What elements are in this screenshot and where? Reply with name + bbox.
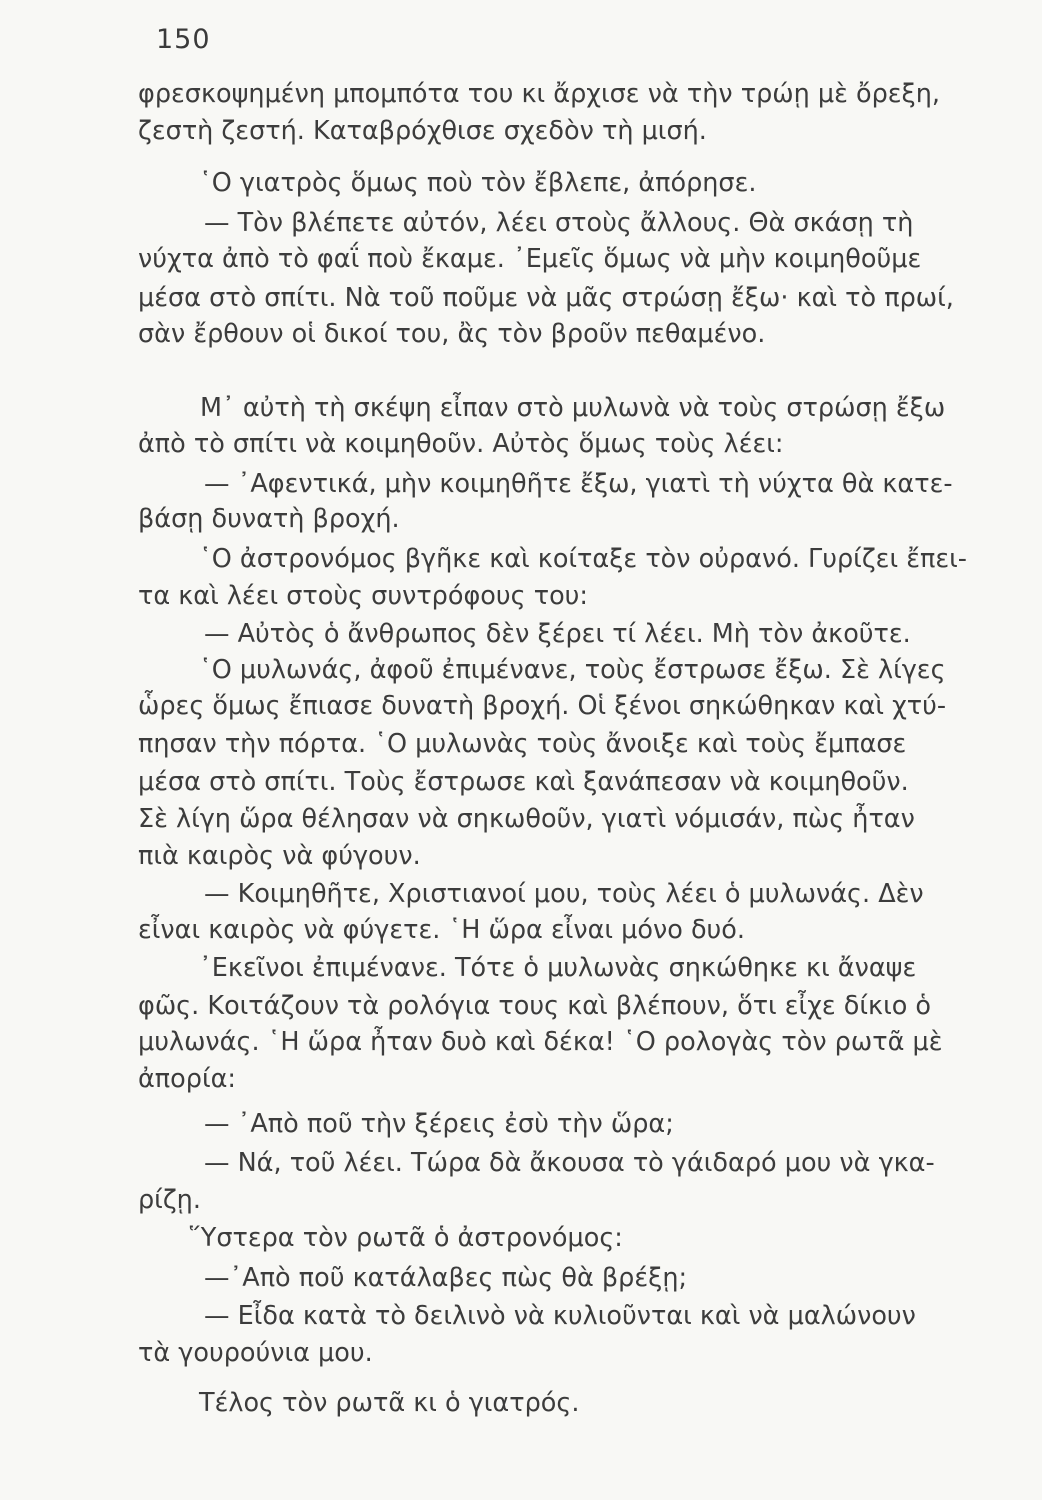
text-line: Σὲ λίγη ὥρα θέλησαν νὰ σηκωθοῦν, γιατὶ νόμισάν, πὼς ἦταν — [138, 804, 915, 834]
text-line: ᾿Εκεῖνοι ἐπιμένανε. Τότε ὁ μυλωνὰς σηκώθηκε κι ἄναψε — [199, 953, 917, 983]
text-line: — Τὸν βλέπετε αὐτόν, λέει στοὺς ἄλλους. Θὰ σκάσῃ τὴ — [204, 208, 914, 238]
text-line: ἀπὸ τὸ σπίτι νὰ κοιμηθοῦν. Αὐτὸς ὅμως τοὺς λέει: — [138, 429, 784, 459]
text-line: φρεσκοψημένη μπομπότα του κι ἄρχισε νὰ τὴν τρώῃ μὲ ὄρεξη, — [138, 79, 941, 109]
text-line: μυλωνάς. ῾Η ὥρα ἦταν δυὸ καὶ δέκα! ῾Ο ρολογὰς τὸν ρωτᾶ μὲ — [138, 1027, 943, 1057]
text-line: ὧρες ὅμως ἔπιασε δυνατὴ βροχή. Οἱ ξένοι σηκώθηκαν καὶ χτύ- — [138, 691, 947, 721]
text-line: ζεστὴ ζεστή. Καταβρόχθισε σχεδὸν τὴ μισή. — [138, 116, 707, 146]
text-line: ῾Ο γιατρὸς ὅμως ποὺ τὸν ἔβλεπε, ἀπόρησε. — [199, 168, 757, 198]
text-line: μέσα στὸ σπίτι. Τοὺς ἔστρωσε καὶ ξανάπεσαν νὰ κοιμηθοῦν. — [138, 767, 909, 797]
text-line: νύχτα ἀπὸ τὸ φαΐ ποὺ ἔκαμε. ᾿Εμεῖς ὅμως νὰ μὴν κοιμηθοῦμε — [138, 244, 922, 274]
text-line: — Εἶδα κατὰ τὸ δειλινὸ νὰ κυλιοῦνται καὶ νὰ μαλώνουν — [204, 1301, 916, 1331]
text-line: πιὰ καιρὸς νὰ φύγουν. — [138, 841, 421, 871]
text-line: — ᾿Αφεντικά, μὴν κοιμηθῆτε ἔξω, γιατὶ τὴ νύχτα θὰ κατε- — [204, 469, 953, 499]
text-line: μέσα στὸ σπίτι. Νὰ τοῦ ποῦμε νὰ μᾶς στρώσῃ ἔξω· καὶ τὸ πρωί, — [138, 283, 954, 313]
text-line: φῶς. Κοιτάζουν τὰ ρολόγια τους καὶ βλέπουν, ὅτι εἶχε δίκιο ὁ — [138, 991, 932, 1021]
page-number: 150 — [156, 24, 211, 55]
text-line: ἀπορία: — [138, 1064, 236, 1094]
text-line: πησαν τὴν πόρτα. ῾Ο μυλωνὰς τοὺς ἄνοιξε καὶ τοὺς ἔμπασε — [138, 729, 907, 759]
text-line: — Αὐτὸς ὁ ἄνθρωπος δὲν ξέρει τί λέει. Μὴ τὸν ἀκοῦτε. — [204, 619, 911, 649]
text-line: — Κοιμηθῆτε, Χριστιανοί μου, τοὺς λέει ὁ μυλωνάς. Δὲν — [204, 879, 924, 909]
text-line: — Νά, τοῦ λέει. Τώρα δὰ ἄκουσα τὸ γάιδαρό μου νὰ γκα- — [204, 1148, 935, 1178]
text-line: ρίζῃ. — [138, 1185, 201, 1215]
text-line: Μ᾿ αὐτὴ τὴ σκέψη εἶπαν στὸ μυλωνὰ νὰ τοὺς στρώσῃ ἔξω — [200, 393, 946, 423]
text-line: σὰν ἔρθουν οἱ δικοί του, ἂς τὸν βροῦν πεθαμένο. — [138, 319, 766, 349]
text-line: εἶναι καιρὸς νὰ φύγετε. ῾Η ὥρα εἶναι μόνο δυό. — [138, 915, 746, 945]
text-line: Τέλος τὸν ρωτᾶ κι ὁ γιατρός. — [199, 1388, 580, 1418]
text-line: τα καὶ λέει στοὺς συντρόφους του: — [138, 581, 589, 611]
text-line: βάσῃ δυνατὴ βροχή. — [138, 504, 400, 534]
text-line: ῞Υστερα τὸν ρωτᾶ ὁ ἀστρονόμος: — [188, 1223, 623, 1253]
text-line: τὰ γουρούνια μου. — [138, 1338, 373, 1368]
text-line: ῾Ο μυλωνάς, ἀφοῦ ἐπιμένανε, τοὺς ἔστρωσε ἔξω. Σὲ λίγες — [199, 655, 946, 685]
text-line: — ᾿Απὸ ποῦ τὴν ξέρεις ἐσὺ τὴν ὥρα; — [204, 1109, 674, 1139]
text-line: —᾿Απὸ ποῦ κατάλαβες πὼς θὰ βρέξῃ; — [204, 1263, 688, 1293]
text-line: ῾Ο ἀστρονόμος βγῆκε καὶ κοίταξε τὸν οὐρανό. Γυρίζει ἔπει- — [199, 544, 967, 574]
